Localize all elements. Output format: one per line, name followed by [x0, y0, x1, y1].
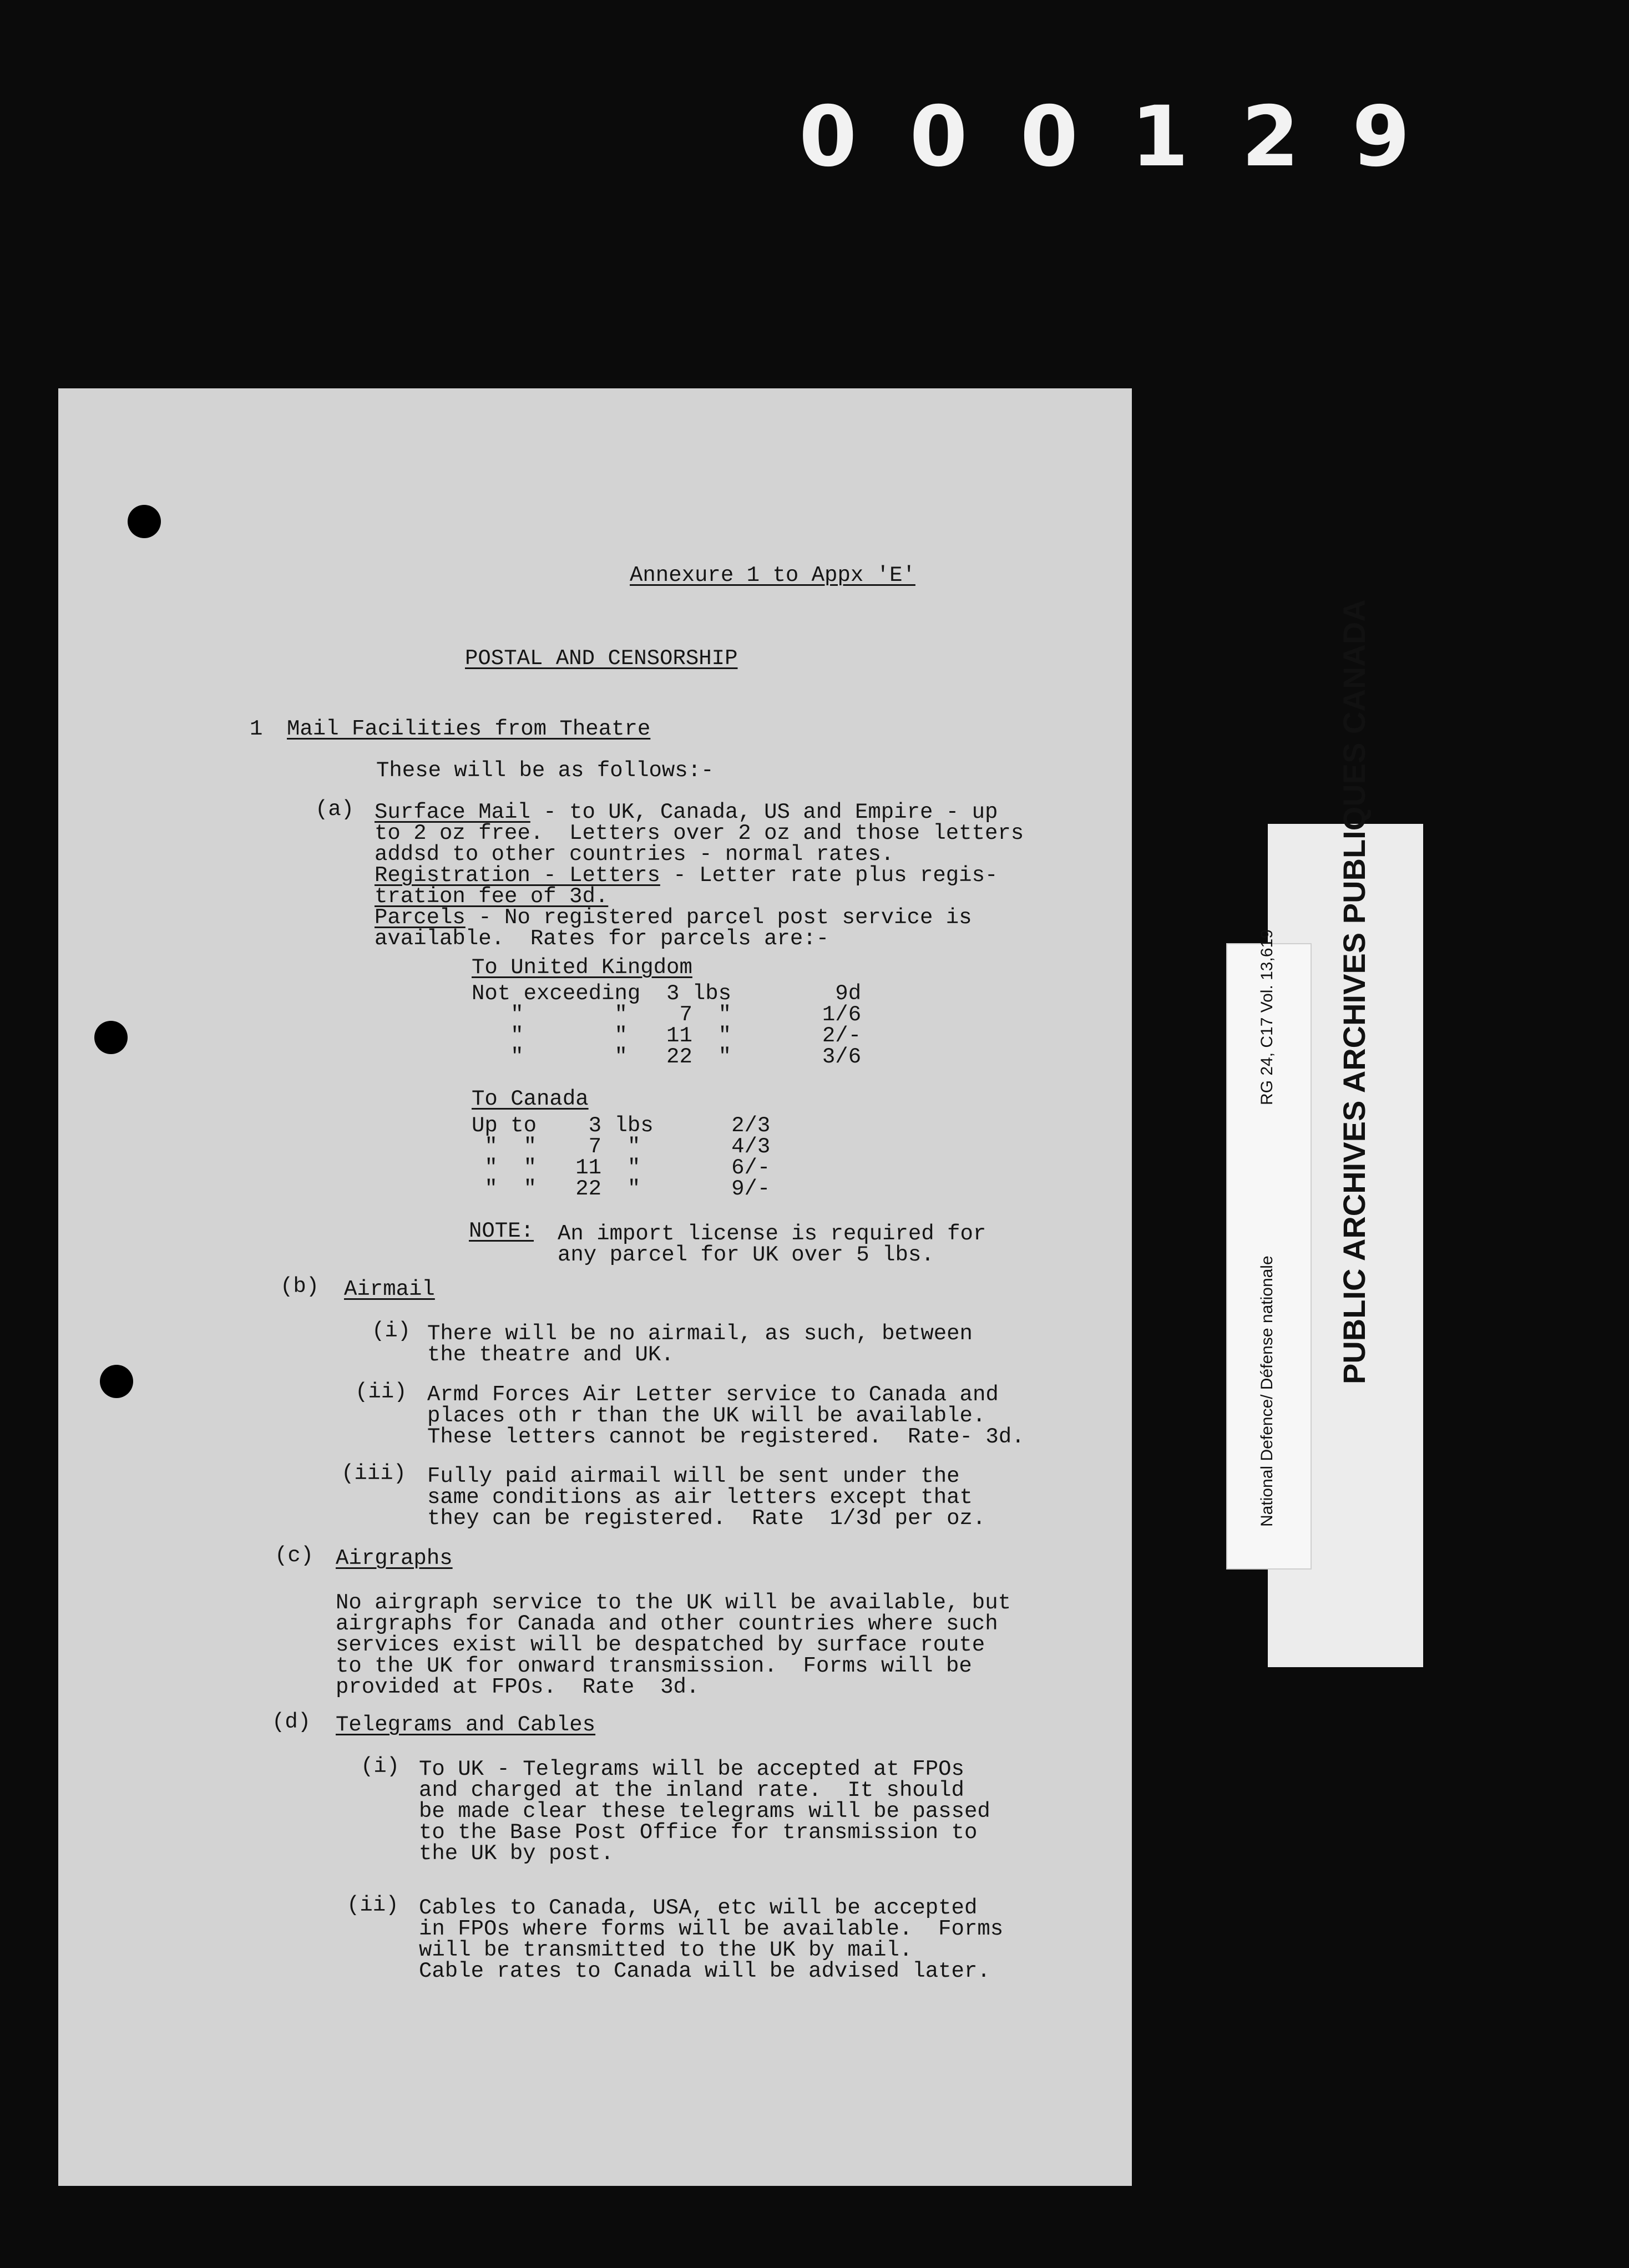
- parcels-heading: Parcels: [375, 905, 466, 930]
- annexure-heading: Annexure 1 to Appx 'E': [630, 563, 915, 588]
- frame-number: 000129: [799, 89, 1463, 185]
- surface-mail-line: to 2 oz free. Letters over 2 oz and those letters: [375, 821, 1024, 846]
- airmail-i-text: There will be no airmail, as such, between the theatre and UK.: [427, 1322, 973, 1367]
- intro-text: These will be as follows:-: [376, 758, 714, 783]
- section-title: Mail Facilities from Theatre: [287, 717, 651, 741]
- punch-hole: [128, 505, 161, 538]
- surface-mail-heading: Surface Mail: [375, 800, 530, 824]
- airmail-iii-text: Fully paid airmail will be sent under the same conditions as air letters except that they can be registered. Rate 1/3d per oz.: [427, 1464, 986, 1531]
- archives-name: PUBLIC ARCHIVES ARCHIVES PUBLIQUES CANADA: [1337, 599, 1372, 1384]
- note-text: An import license is required for any parcel for UK over 5 lbs.: [558, 1222, 986, 1267]
- surface-mail-line: Surface Mail - to UK, Canada, US and Empire - up: [375, 800, 998, 824]
- uk-rates-table: Not exceeding 3 lbs 9d " " 7 " 1/6 " " 11 " 2/- " " 22 " 3/6: [472, 981, 862, 1069]
- airmail-heading: Airmail: [344, 1277, 435, 1302]
- document-page: [58, 388, 1132, 2186]
- item-label: (d): [272, 1710, 311, 1734]
- section-number: 1: [250, 717, 263, 741]
- parcels-line: Parcels - No registered parcel post service is: [375, 905, 972, 930]
- item-label: (b): [280, 1274, 320, 1299]
- telegrams-heading: Telegrams and Cables: [336, 1713, 596, 1737]
- airgraphs-text: No airgraph service to the UK will be available, but airgraphs for Canada and other countries where such services exist will be despatched by surface route to the UK for onward transmission. Forms will be provided at FPOs. Rate 3d.: [336, 1591, 1011, 1699]
- sub-item-label: (ii): [355, 1380, 407, 1404]
- airmail-ii-text: Armd Forces Air Letter service to Canada and places oth r than the UK will be available. These letters cannot be registered. Rate- 3d.: [427, 1383, 1025, 1449]
- canada-rates-heading: To Canada: [472, 1087, 589, 1111]
- telegrams-i-text: To UK - Telegrams will be accepted at FPOs and charged at the inland rate. It should be made clear these telegrams will be passed to the Base Post Office for transmission to the UK by post.: [419, 1757, 990, 1866]
- parcels-line: available. Rates for parcels are:-: [375, 927, 829, 951]
- sub-item-label: (i): [372, 1319, 411, 1343]
- registration-line: tration fee of 3d.: [375, 884, 609, 909]
- archive-department: National Defence/ Défense nationale: [1258, 1256, 1276, 1527]
- punch-hole: [100, 1365, 133, 1398]
- registration-heading: Registration - Letters: [375, 863, 660, 888]
- airgraphs-heading: Airgraphs: [336, 1546, 453, 1571]
- surface-mail-line: addsd to other countries - normal rates.: [375, 842, 894, 867]
- canada-rates-table: Up to 3 lbs 2/3 " " 7 " 4/3 " " 11 " 6/- " " 22 " 9/-: [472, 1113, 771, 1201]
- registration-line: Registration - Letters - Letter rate plus regis-: [375, 863, 998, 888]
- archive-reference-card: [1226, 929, 1312, 1570]
- punch-hole: [94, 1021, 128, 1054]
- document-title: POSTAL AND CENSORSHIP: [465, 646, 738, 671]
- sub-item-label: (iii): [341, 1461, 407, 1486]
- archive-reference: RG 24, C17 Vol. 13,619: [1258, 929, 1276, 1105]
- item-label: (a): [315, 797, 355, 822]
- sub-item-label: (ii): [347, 1893, 399, 1917]
- telegrams-ii-text: Cables to Canada, USA, etc will be accepted in FPOs where forms will be available. Forms will be transmitted to the UK by mail. Cable rates to Canada will be advised later.: [419, 1896, 1004, 1983]
- item-label: (c): [275, 1543, 314, 1568]
- uk-rates-heading: To United Kingdom: [472, 955, 692, 980]
- note-label: NOTE:: [469, 1219, 534, 1243]
- sub-item-label: (i): [361, 1754, 400, 1779]
